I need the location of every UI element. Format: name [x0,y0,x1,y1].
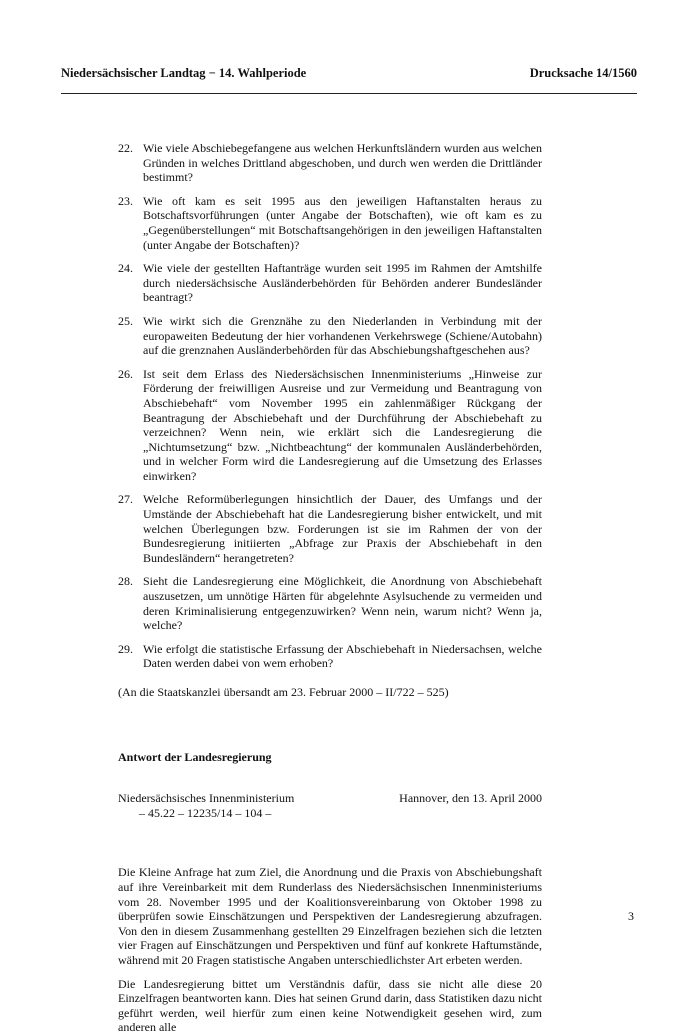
ministry-info [118,791,294,820]
question-number: 27. [118,492,133,507]
question-text: Ist seit dem Erlass des Niedersächsischen Innenministeriums „Hinweise zur Förderung der freiwilligen Ausreise und zur Vermeidung und Beantragung von Abschiebehaft“ vom November 1995 ein zahlenmäßiger Rückgang der Beantragung der Abschiebehaft und der Durchführung der Abschiebehaft zu verzeichnen? Wenn nein, wie erklärt sich die Landesregierung die „Nichtumsetzung“ bzw. „Nichtbeachtung“ der kommunalen Ausländerbehörden, und in welcher Form wird die Landesregierung auf die Umsetzung des Erlasses einwirken? [143,366,542,483]
question-item [118,367,542,484]
answer-paragraph: Die Kleine Anfrage hat zum Ziel, die Anordnung und die Praxis von Abschiebungshaft auf ihre Vereinbarkeit mit dem Runderlass des Niedersächsischen Innenministeriums vom 28. November 1995 und der Koalitionsvereinbarung von Oktober 1998 zu überprüfen sowie Einschätzungen und Perspektiven der Landesregierung abzufragen. Von den in diesem Zusammenhang gestellten 29 Einzelfragen beziehen sich die letzten vier Fragen auf Einschätzungen und Perspektiven und fünf auf konkrete Haftumstände, während mit 20 Fragen statistische Angaben unterschiedlichster Art erbeten werden. [118,865,542,967]
question-text: Wie erfolgt die statistische Erfassung der Abschiebehaft in Niedersachsen, welche Daten werden dabei von wem erhoben? [143,641,542,671]
question-item [118,574,542,632]
question-number: 23. [118,193,133,208]
answer-paragraph: Die Landesregierung bittet um Verständnis dafür, dass sie nicht alle diese 20 Einzelfragen beantworten kann. Dies hat seinen Grund darin, dass Statistiken dazu nicht geführt werden, weil hierfür zum einen keine Notwendigkeit gesehen wird, zum anderen alle [118,976,542,1035]
question-text: Wie wirkt sich die Grenznähe zu den Niederlanden in Verbindung mit der europaweiten Bedeutung der hier vorhandenen Verkehrswege (Schiene/Autobahn) auf die grenznahen Ausländerbehörden für das Abschiebungshaftgeschehen aus? [143,313,542,358]
place-date: Hannover, den 13. April 2000 [399,791,542,806]
question-item [118,642,542,671]
sent-note: (An die Staatskanzlei übersandt am 23. Februar 2000 – II/722 – 525) [118,685,449,699]
page-number: 3 [628,909,634,923]
question-text: Welche Reformüberlegungen hinsichtlich der Dauer, des Umfangs und der Umstände der Abschiebehaft hat die Landesregierung bisher entwickelt, und mit welchen Überlegungen bzw. Forderungen ist sie im Rahmen der von der Bundesregierung initiierten „Abfrage zur Praxis der Abschiebehaft in den Bundesländern“ herangetreten? [143,492,542,565]
question-number: 29. [118,641,133,656]
question-text: Wie viele Abschiebegefangene aus welchen Herkunftsländern wurden aus welchen Gründen in welches Drittland abgeschoben, und durch wen werden die Drittländer bestimmt? [143,141,542,185]
question-text: Sieht die Landesregierung eine Möglichkeit, die Anordnung von Abschiebehaft auszusetzen, um unnötige Härten für abgelehnte Asylsuchende zu vermeiden und deren Kriminalisierung entgegenzuwirken? Wenn nein, warum nicht? Wenn ja, welche? [143,574,542,633]
question-item [118,194,542,252]
document-number: Drucksache 14/1560 [529,66,637,80]
question-item [118,141,542,185]
question-number: 26. [118,366,133,381]
question-text: Wie oft kam es seit 1995 aus den jeweiligen Haftanstalten heraus zu Botschaftsvorführungen (unter Angabe der Botschaften), wie oft kam es zu „Gegenüberstellungen“ mit Botschaftsangehörigen in den jeweiligen Haftanstalten (unter Angabe der Botschaften)? [143,193,542,252]
question-item [118,492,542,565]
ministry-name: Niedersächsisches Innenministerium [118,791,295,806]
question-number: 28. [118,574,133,589]
question-number: 24. [118,261,133,276]
page-content [118,141,542,1035]
header-title: Niedersächsischer Landtag − 14. Wahlperiode [61,66,307,80]
header-rule [61,93,637,94]
question-number: 25. [118,313,133,328]
ministry-reference: – 45.22 – 12235/14 – 104 – [139,805,272,820]
answer-title: Antwort der Landesregierung [118,749,272,764]
question-number: 22. [118,141,133,155]
ministry-block [118,791,542,820]
question-text: Wie viele der gestellten Haftanträge wurden seit 1995 im Rahmen der Amtshilfe durch niedersächsische Ausländerbehörden für Behörden anderer Bundesländer beantragt? [143,261,542,305]
question-item [118,314,542,358]
question-list [118,141,542,671]
question-item [118,261,542,305]
